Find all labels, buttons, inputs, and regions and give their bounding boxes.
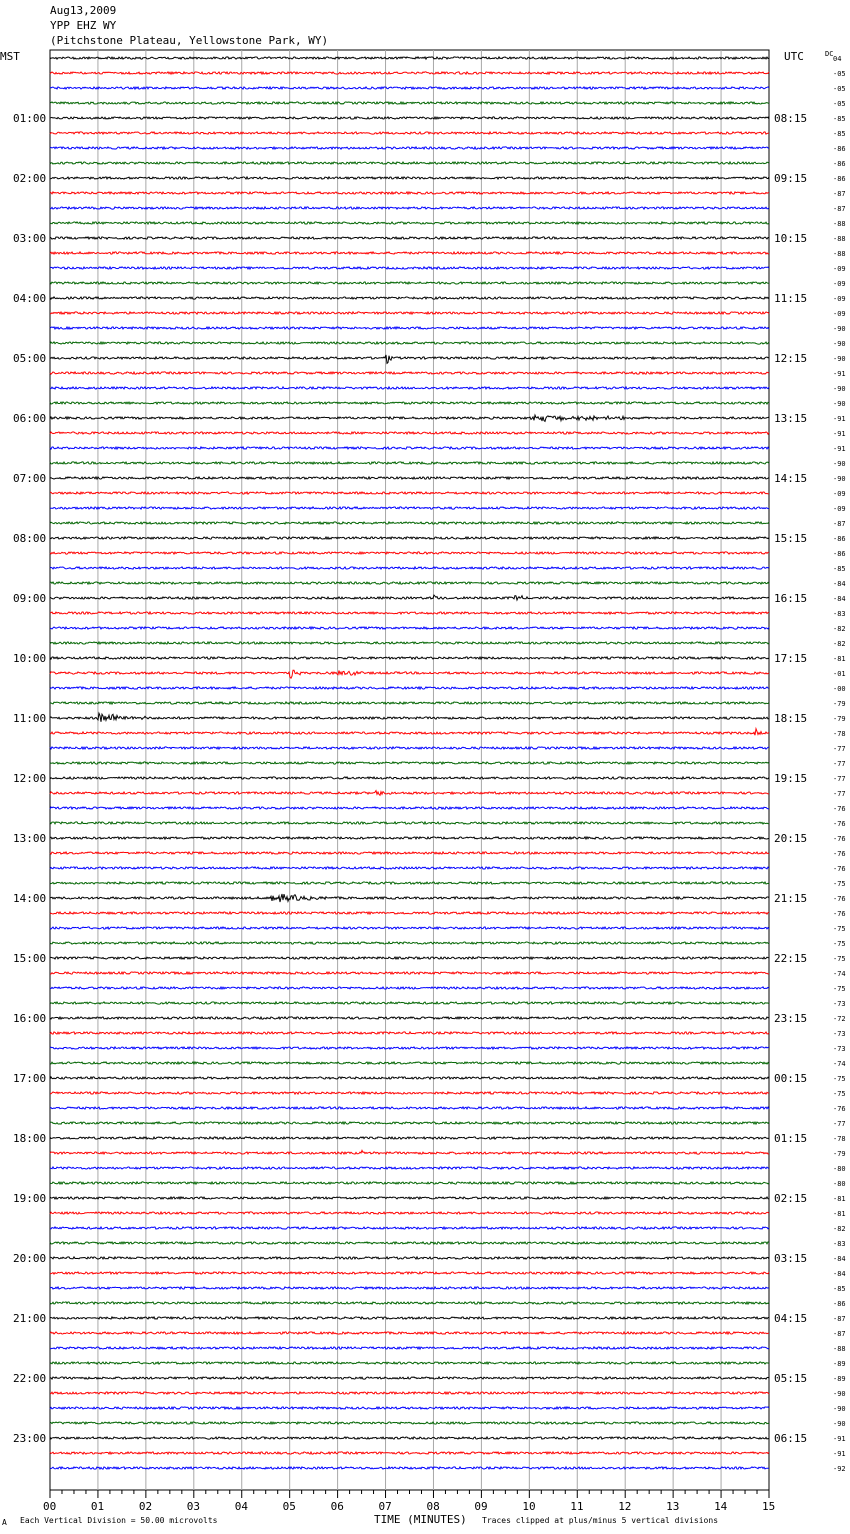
- trace-line: [50, 867, 769, 869]
- right-corner-label: UTC: [784, 50, 804, 63]
- trace-line: [50, 1242, 769, 1244]
- trace-line: [50, 132, 769, 134]
- dc-offset-label: -82: [833, 625, 846, 633]
- dc-offset-label: -91: [833, 1435, 846, 1443]
- x-tick-label: 09: [474, 1500, 488, 1513]
- dc-offset-label: -90: [833, 475, 846, 483]
- dc-offset-label: -09: [833, 505, 846, 513]
- hour-label-mst: 05:00: [13, 352, 47, 365]
- trace-line: [50, 702, 769, 704]
- dc-offset-label: -72: [833, 1015, 846, 1023]
- dc-offset-label: -05: [833, 100, 846, 108]
- hour-label-mst: 10:00: [13, 652, 47, 665]
- hour-label-mst: 01:00: [13, 112, 47, 125]
- dc-offset-label: -91: [833, 430, 846, 438]
- dc-offset-label: -85: [833, 565, 846, 573]
- trace-line: [50, 447, 769, 449]
- trace-line: [50, 1362, 769, 1364]
- x-tick-label: 04: [234, 1500, 248, 1513]
- dc-offset-label: -87: [833, 1330, 846, 1338]
- plot-frame: [50, 50, 769, 1490]
- hour-label-mst: 15:00: [13, 952, 47, 965]
- trace-line: [50, 282, 769, 284]
- dc-offset-label: -75: [833, 955, 846, 963]
- dc-offset-label: -77: [833, 1120, 846, 1128]
- dc-offset-label: -87: [833, 190, 846, 198]
- dc-offset-label: -09: [833, 295, 846, 303]
- trace-line: [50, 1032, 769, 1034]
- trace-line: [50, 912, 769, 914]
- hour-label-mst: 07:00: [13, 472, 47, 485]
- hour-label-utc: 08:15: [774, 112, 808, 125]
- trace-line: [50, 894, 769, 902]
- trace-line: [50, 927, 769, 929]
- trace-line: [50, 747, 769, 749]
- dc-offset-label: -09: [833, 310, 846, 318]
- x-tick-label: 10: [522, 1500, 536, 1513]
- dc-offset-label: -92: [833, 1465, 846, 1473]
- hour-label-utc: 09:15: [774, 172, 808, 185]
- trace-line: [50, 297, 769, 299]
- trace-line: [50, 1347, 769, 1349]
- x-tick-label: 03: [186, 1500, 201, 1513]
- dc-offset-label: -84: [833, 595, 846, 603]
- x-tick-label: 06: [330, 1500, 344, 1513]
- header-location: (Pitchstone Plateau, Yellowstone Park, WY): [50, 34, 329, 47]
- trace-line: [50, 1257, 769, 1259]
- clip-note: Traces clipped at plus/minus 5 vertical divisions: [482, 1516, 719, 1525]
- dc-offset-label: -76: [833, 820, 846, 828]
- dc-offset-label: -90: [833, 340, 846, 348]
- hour-label-mst: 02:00: [13, 172, 47, 185]
- trace-line: [50, 207, 769, 209]
- hour-label-utc: 18:15: [774, 712, 808, 725]
- dc-offset-label: -75: [833, 1090, 846, 1098]
- dc-offset-label: -75: [833, 940, 846, 948]
- hour-label-utc: 15:15: [774, 532, 808, 545]
- trace-line: [50, 1017, 769, 1019]
- trace-line: [50, 852, 769, 854]
- hour-label-utc: 23:15: [774, 1012, 808, 1025]
- trace-line: [50, 1062, 769, 1064]
- dc-offset-label: -76: [833, 850, 846, 858]
- left-corner-label: MST: [0, 50, 20, 63]
- trace-line: [50, 657, 769, 659]
- dc-offset-label: -88: [833, 220, 846, 228]
- x-tick-label: 01: [90, 1500, 105, 1513]
- trace-line: [50, 432, 769, 434]
- hour-label-mst: 06:00: [13, 412, 47, 425]
- hour-label-utc: 10:15: [774, 232, 808, 245]
- header-station: YPP EHZ WY: [50, 19, 117, 32]
- dc-offset-label: -76: [833, 835, 846, 843]
- dc-offset-label: -00: [833, 685, 846, 693]
- trace-line: [50, 942, 769, 944]
- dc-offset-label: -88: [833, 235, 846, 243]
- dc-offset-label: -89: [833, 1375, 846, 1383]
- dc-offset-label: -75: [833, 1075, 846, 1083]
- trace-line: [50, 1317, 769, 1319]
- trace-line: [50, 595, 769, 600]
- dc-offset-label: -90: [833, 325, 846, 333]
- hour-label-utc: 13:15: [774, 412, 808, 425]
- x-tick-label: 11: [570, 1500, 584, 1513]
- x-tick-label: 14: [714, 1500, 728, 1513]
- dc-offset-label: -90: [833, 400, 846, 408]
- dc-offset-label: -76: [833, 865, 846, 873]
- dc-offset-label: -76: [833, 910, 846, 918]
- trace-line: [50, 1377, 769, 1379]
- dc-offset-label: -79: [833, 1150, 846, 1158]
- trace-line: [50, 57, 769, 59]
- trace-line: [50, 1467, 769, 1469]
- hour-label-utc: 00:15: [774, 1072, 808, 1085]
- trace-line: [50, 1302, 769, 1304]
- hour-label-mst: 12:00: [13, 772, 47, 785]
- hour-label-mst: 16:00: [13, 1012, 47, 1025]
- dc-offset-label: -90: [833, 460, 846, 468]
- dc-offset-label: -09: [833, 265, 846, 273]
- dc-offset-label: -77: [833, 760, 846, 768]
- trace-line: [50, 762, 769, 764]
- trace-line: [50, 237, 769, 239]
- trace-line: [50, 222, 769, 224]
- x-tick-label: 12: [618, 1500, 632, 1513]
- hour-label-utc: 12:15: [774, 352, 808, 365]
- trace-line: [50, 670, 769, 678]
- x-tick-label: 07: [378, 1500, 392, 1513]
- hour-label-utc: 17:15: [774, 652, 808, 665]
- dc-offset-label: -91: [833, 1450, 846, 1458]
- trace-line: [50, 987, 769, 989]
- hour-label-utc: 06:15: [774, 1432, 808, 1445]
- hour-label-mst: 19:00: [13, 1192, 47, 1205]
- dc-offset-label: -85: [833, 1285, 846, 1293]
- hour-label-utc: 14:15: [774, 472, 808, 485]
- trace-line: [50, 729, 769, 736]
- dc-header-label: DC: [825, 50, 834, 58]
- dc-offset-label: -91: [833, 370, 846, 378]
- hour-label-mst: 03:00: [13, 232, 47, 245]
- header-date: Aug13,2009: [50, 4, 117, 17]
- dc-offset-label: -77: [833, 790, 846, 798]
- trace-line: [50, 807, 769, 809]
- trace-line: [50, 1422, 769, 1424]
- hour-label-mst: 13:00: [13, 832, 47, 845]
- trace-line: [50, 837, 769, 839]
- trace-line: [50, 522, 769, 524]
- dc-offset-label: -90: [833, 1420, 846, 1428]
- dc-offset-label: -90: [833, 1390, 846, 1398]
- dc-offset-label: -85: [833, 130, 846, 138]
- trace-line: [50, 1137, 769, 1139]
- dc-offset-label: -81: [833, 1195, 846, 1203]
- trace-line: [50, 1107, 769, 1109]
- dc-offset-label: -81: [833, 655, 846, 663]
- dc-offset-label: -86: [833, 175, 846, 183]
- trace-line: [50, 1227, 769, 1229]
- dc-offset-label: -82: [833, 640, 846, 648]
- trace-line: [50, 1332, 769, 1334]
- x-tick-label: 08: [426, 1500, 440, 1513]
- hour-label-utc: 20:15: [774, 832, 808, 845]
- trace-line: [50, 642, 769, 644]
- trace-line: [50, 342, 769, 344]
- dc-offset-label: -86: [833, 535, 846, 543]
- dc-offset-label: -85: [833, 115, 846, 123]
- dc-offset-label: -79: [833, 715, 846, 723]
- dc-offset-label: -82: [833, 1225, 846, 1233]
- trace-line: [50, 102, 769, 104]
- trace-line: [50, 972, 769, 974]
- dc-offset-label: -91: [833, 445, 846, 453]
- hour-label-utc: 22:15: [774, 952, 808, 965]
- hour-label-mst: 22:00: [13, 1372, 47, 1385]
- dc-offset-label: -87: [833, 1315, 846, 1323]
- dc-offset-label: -91: [833, 415, 846, 423]
- hour-label-mst: 17:00: [13, 1072, 47, 1085]
- dc-offset-label: -73: [833, 1045, 846, 1053]
- trace-line: [50, 327, 769, 329]
- trace-line: [50, 1392, 769, 1394]
- dc-offset-label: -86: [833, 145, 846, 153]
- dc-offset-label: -76: [833, 805, 846, 813]
- x-tick-label: 15: [762, 1500, 776, 1513]
- trace-line: [50, 582, 769, 584]
- x-tick-label: 05: [282, 1500, 296, 1513]
- dc-offset-label: -79: [833, 700, 846, 708]
- trace-line: [50, 1287, 769, 1289]
- hour-label-utc: 05:15: [774, 1372, 808, 1385]
- trace-line: [50, 162, 769, 164]
- trace-line: [50, 492, 769, 494]
- dc-offset-label: -75: [833, 985, 846, 993]
- trace-line: [50, 957, 769, 959]
- dc-offset-label: -86: [833, 550, 846, 558]
- trace-line: [50, 252, 769, 254]
- trace-line: [50, 1212, 769, 1214]
- trace-line: [50, 537, 769, 539]
- trace-line: [50, 72, 769, 74]
- trace-line: [50, 627, 769, 629]
- dc-offset-label: -84: [833, 580, 846, 588]
- hour-label-mst: 14:00: [13, 892, 47, 905]
- x-tick-label: 00: [43, 1500, 57, 1513]
- dc-offset-label: -84: [833, 1255, 846, 1263]
- hour-label-utc: 01:15: [774, 1132, 808, 1145]
- dc-offset-label: -90: [833, 1405, 846, 1413]
- dc-offset-label: -87: [833, 205, 846, 213]
- hour-label-mst: 11:00: [13, 712, 47, 725]
- dc-offset-label: -84: [833, 1270, 846, 1278]
- hour-label-utc: 04:15: [774, 1312, 808, 1325]
- hour-label-mst: 23:00: [13, 1432, 47, 1445]
- dc-offset-label: -78: [833, 730, 846, 738]
- dc-offset-label: -74: [833, 970, 846, 978]
- dc-offset-label: -77: [833, 775, 846, 783]
- dc-offset-label: -83: [833, 1240, 846, 1248]
- trace-line: [50, 387, 769, 389]
- trace-line: [50, 1092, 769, 1094]
- trace-line: [50, 822, 769, 824]
- trace-line: [50, 87, 769, 89]
- trace-line: [50, 1047, 769, 1049]
- trace-line: [50, 462, 769, 464]
- trace-line: [50, 117, 769, 119]
- hour-label-utc: 02:15: [774, 1192, 808, 1205]
- dc-offset-label: -88: [833, 250, 846, 258]
- dc-offset-label: -01: [833, 670, 846, 678]
- trace-line: [50, 177, 769, 179]
- hour-label-mst: 21:00: [13, 1312, 47, 1325]
- dc-offset-label: -87: [833, 520, 846, 528]
- trace-line: [50, 355, 769, 364]
- trace-line: [50, 1122, 769, 1124]
- dc-offset-label: -80: [833, 1180, 846, 1188]
- trace-line: [50, 882, 769, 884]
- trace-line: [50, 1167, 769, 1169]
- dc-offset-label: -89: [833, 1360, 846, 1368]
- x-tick-label: 02: [138, 1500, 153, 1513]
- trace-line: [50, 1197, 769, 1199]
- trace-line: [50, 507, 769, 509]
- dc-offset-label: -73: [833, 1000, 846, 1008]
- trace-line: [50, 1182, 769, 1184]
- trace-line: [50, 567, 769, 569]
- trace-line: [50, 1272, 769, 1274]
- trace-line: [50, 612, 769, 614]
- x-tick-label: 13: [666, 1500, 680, 1513]
- dc-offset-label: -76: [833, 895, 846, 903]
- trace-line: [50, 372, 769, 374]
- dc-offset-label: -88: [833, 1345, 846, 1353]
- trace-line: [50, 312, 769, 314]
- trace-line: [50, 1002, 769, 1004]
- trace-line: [50, 267, 769, 269]
- dc-offset-label: -78: [833, 1135, 846, 1143]
- trace-line: [50, 552, 769, 554]
- dc-offset-label: -76: [833, 1105, 846, 1113]
- dc-offset-label: -81: [833, 1210, 846, 1218]
- trace-line: [50, 477, 769, 479]
- trace-line: [50, 192, 769, 194]
- hour-label-mst: 04:00: [13, 292, 47, 305]
- trace-line: [50, 1077, 769, 1079]
- trace-group: [50, 57, 769, 1469]
- hour-label-utc: 11:15: [774, 292, 808, 305]
- dc-offset-label: -90: [833, 355, 846, 363]
- hour-label-utc: 21:15: [774, 892, 808, 905]
- trace-line: [50, 147, 769, 149]
- hour-label-mst: 20:00: [13, 1252, 47, 1265]
- trace-line: [50, 713, 769, 722]
- dc-offset-label: -80: [833, 1165, 846, 1173]
- trace-line: [50, 791, 769, 796]
- hour-label-utc: 03:15: [774, 1252, 808, 1265]
- trace-line: [50, 777, 769, 779]
- dc-offset-label: -75: [833, 925, 846, 933]
- dc-offset-label: -74: [833, 1060, 846, 1068]
- trace-line: [50, 402, 769, 404]
- dc-offset-label: 04: [833, 55, 842, 63]
- dc-offset-label: -86: [833, 1300, 846, 1308]
- dc-offset-label: -09: [833, 490, 846, 498]
- trace-line: [50, 1150, 769, 1154]
- hour-label-mst: 08:00: [13, 532, 47, 545]
- trace-line: [50, 1452, 769, 1454]
- hour-label-mst: 18:00: [13, 1132, 47, 1145]
- hour-label-utc: 19:15: [774, 772, 808, 785]
- trace-line: [50, 1437, 769, 1439]
- dc-offset-label: -83: [833, 610, 846, 618]
- dc-offset-label: -09: [833, 280, 846, 288]
- scale-note: Each Vertical Division = 50.00 microvolts: [20, 1516, 218, 1525]
- dc-offset-label: -05: [833, 85, 846, 93]
- dc-offset-label: -05: [833, 70, 846, 78]
- trace-line: [50, 687, 769, 689]
- hour-label-mst: 09:00: [13, 592, 47, 605]
- dc-offset-label: -90: [833, 385, 846, 393]
- scale-prefix: A: [2, 1518, 7, 1527]
- trace-line: [50, 1407, 769, 1409]
- dc-offset-label: -73: [833, 1030, 846, 1038]
- dc-offset-label: -77: [833, 745, 846, 753]
- dc-offset-label: -75: [833, 880, 846, 888]
- x-axis-label: TIME (MINUTES): [374, 1513, 467, 1526]
- trace-line: [50, 415, 769, 421]
- hour-label-utc: 16:15: [774, 592, 808, 605]
- dc-offset-label: -86: [833, 160, 846, 168]
